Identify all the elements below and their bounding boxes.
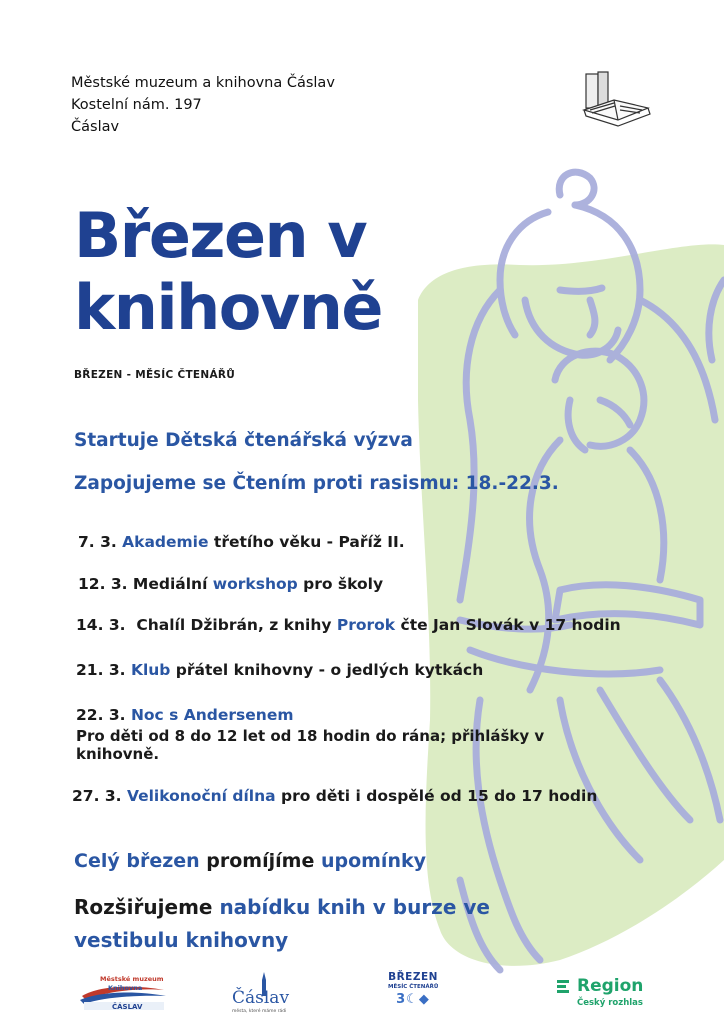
event-item <box>76 616 621 634</box>
event-date: 22. 3. <box>76 706 126 724</box>
headline-reading-challenge: Startuje Dětská čtenářská výzva <box>74 430 413 451</box>
brezen-mesic-ctenaru-logo <box>388 971 438 1017</box>
event-highlight: Velikonoční dílna <box>126 787 276 805</box>
region-logo-name: Region <box>577 976 644 996</box>
notice-fines-waived <box>74 850 426 872</box>
title-line-2: knihovně <box>74 271 382 344</box>
event-item <box>78 533 405 551</box>
title-line-1: Březen v <box>74 199 367 272</box>
notice-highlight: nabídku knih v burze ve <box>219 895 490 919</box>
library-name: Městské muzeum a knihovna Čáslav <box>71 75 335 91</box>
notice-highlight: Celý březen <box>74 850 200 872</box>
event-item <box>72 787 597 805</box>
event-item <box>78 575 383 593</box>
museum-logo-subtitle: Knihovna <box>108 984 143 992</box>
region-logo-subtitle: Český rozhlas <box>577 998 643 1008</box>
event-description: Pro děti od 8 do 12 let od 18 hodin do rána; přihlášky v knihovně. <box>76 727 545 763</box>
notice-text: promíjíme <box>199 850 321 872</box>
event-date: 12. 3. <box>78 575 128 593</box>
caslav-logo-tagline: města, které máme rádi <box>232 1009 287 1014</box>
brezen-logo-subtitle: MĚSÍC ČTENÁŘŮ <box>388 984 439 990</box>
event-text: Chalíl Džibrán, z knihy <box>125 616 337 634</box>
event-highlight: Klub <box>130 661 171 679</box>
museum-logo-title: Městské muzeum <box>100 975 164 983</box>
event-text: třetího věku - Paříž II. <box>208 533 405 551</box>
open-book-icon <box>578 70 654 132</box>
event-date: 14. 3. <box>76 616 126 634</box>
headline-reading-against-racism: Zapojujeme se Čtením proti rasismu: 18.-22.3. <box>74 473 559 494</box>
event-item <box>76 661 483 679</box>
brezen-logo-title: BŘEZEN <box>388 971 438 983</box>
page-title <box>74 200 382 344</box>
event-date: 21. 3. <box>76 661 126 679</box>
brezen-logo-icons: 3☾◆ <box>396 992 430 1007</box>
notice-book-sale-location: vestibulu knihovny <box>74 928 289 952</box>
museum-library-logo <box>78 974 168 1012</box>
library-address <box>71 72 335 138</box>
event-text: čte Jan Slovák v 17 hodin <box>395 616 621 634</box>
subtitle: BŘEZEN - MĚSÍC ČTENÁŘŮ <box>74 369 236 381</box>
event-highlight: Noc s Andersenem <box>130 706 294 724</box>
museum-logo-city: ČÁSLAV <box>112 1003 143 1011</box>
notice-highlight: upomínky <box>320 850 426 872</box>
caslav-logo-name: Čáslav <box>232 988 290 1008</box>
event-text: Mediální <box>127 575 213 593</box>
caslav-town-logo <box>232 972 298 1016</box>
library-city: Čáslav <box>71 119 120 135</box>
notice-text: Rozšiřujeme <box>74 895 220 919</box>
event-item <box>76 706 293 724</box>
event-text: přátel knihovny - o jedlých kytkách <box>170 661 484 679</box>
event-date: 27. 3. <box>72 787 122 805</box>
event-highlight: Prorok <box>336 616 396 634</box>
region-cesky-rozhlas-logo <box>557 976 647 1012</box>
event-highlight: workshop <box>212 575 298 593</box>
event-text: pro děti i dospělé od 15 do 17 hodin <box>275 787 598 805</box>
notice-book-sale <box>74 895 490 919</box>
region-mark-icon <box>557 980 571 994</box>
event-date: 7. 3. <box>78 533 117 551</box>
event-highlight: Akademie <box>122 533 209 551</box>
event-text: pro školy <box>297 575 384 593</box>
library-street: Kostelní nám. 197 <box>71 97 202 113</box>
